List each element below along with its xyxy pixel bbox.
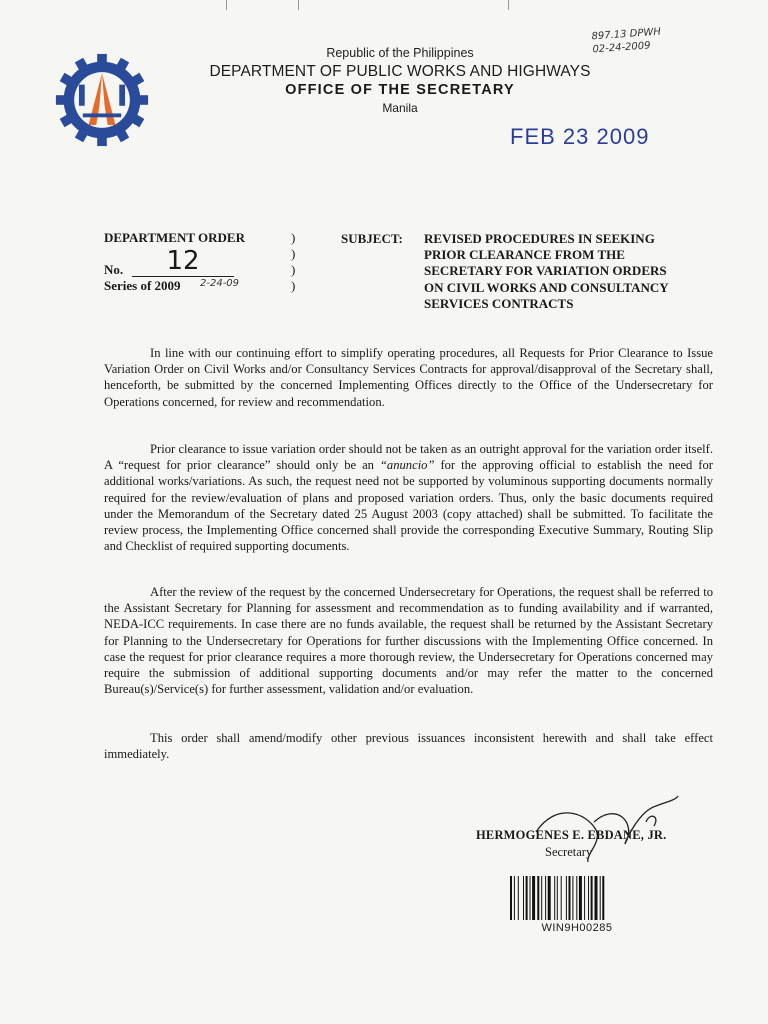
scan-mark: [508, 0, 509, 10]
handwritten-reference: [591, 26, 662, 57]
handwritten-ref-line2: 02-24-2009: [592, 40, 651, 56]
handwritten-ref-line1: 897.13 DPWH: [591, 26, 662, 43]
order-no-label: No.: [104, 262, 124, 277]
p2-italic-term: “anuncio”: [379, 458, 435, 473]
subject-line: SERVICES CONTRACTS: [424, 295, 574, 311]
signatory-title: Secretary: [545, 845, 593, 859]
barcode-icon: [510, 876, 644, 920]
barcode-bar: [518, 876, 519, 920]
order-block: DEPARTMENT ORDER ) ) No. 12 ) Series of 2009 2-24-09 ): [104, 230, 296, 293]
barcode-bar: [591, 876, 593, 920]
barcode-bar: [554, 876, 555, 920]
barcode-bar: [561, 876, 562, 920]
barcode-bar: [523, 876, 524, 920]
department-name: DEPARTMENT OF PUBLIC WORKS AND HIGHWAYS: [209, 63, 591, 80]
barcode-bar: [545, 876, 546, 920]
order-label: DEPARTMENT ORDER: [104, 230, 245, 245]
body-paragraph-1: In line with our continuing effort to simplify operating procedures, all Requests for Prior Clearance to Issue Variation Order on Civil Works and/or Consultancy Services Contracts for approval/disapproval of the Secretary shall, henceforth, be submitted by the concerned Implementing Offices directly to the Office of the Undersecretary for Operations concerned, for review and recommendation.: [104, 346, 713, 409]
barcode-bar: [566, 876, 567, 920]
body-paragraph-4: This order shall amend/modify other previous issuances inconsistent herewith and shall take effect immediately.: [104, 731, 713, 762]
scan-mark: [298, 0, 299, 10]
order-number: 12: [132, 246, 234, 277]
barcode-bar: [576, 876, 577, 920]
barcode-bar: [510, 876, 512, 920]
subject-text: [424, 231, 724, 312]
barcode-bar: [569, 876, 571, 920]
p2-text-after: for the approving official to establish the need for additional works/variations. As such, the request need not be supported by voluminous supporting documents normally required for the review/evaluation of plans and proposed variation orders. Thus, only the basic documents required under the Memorandum of the Secretary dated 25 August 2003 (copy attached) shall be submitted. To facilitate the review process, the Implementing Office concerned shall provide the corresponding Executive Summary, Routing Slip and Checklist of required supporting documents.: [104, 458, 713, 554]
subject-line: SECRETARY FOR VARIATION ORDERS: [424, 263, 667, 279]
barcode-bar: [526, 876, 528, 920]
date-stamp: FEB 23 2009: [510, 124, 650, 149]
scan-mark: [226, 0, 227, 10]
barcode-bar: [600, 876, 601, 920]
barcode-bar: [514, 876, 515, 920]
dpwh-seal-icon: [54, 52, 150, 148]
office-name: OFFICE OF THE SECRETARY: [285, 82, 515, 98]
body-paragraph-3: After the review of the request by the concerned Undersecretary for Operations, the request shall be referred to the Assistant Secretary for Planning for assessment and recommendation as to funding availability and if warranted, NEDA-ICC requirements. In case there are no funds available, the request shall be returned by the Assistant Secretary for Planning to the Undersecretary for Operations for further discussions with the Implementing Office concerned. In case the request for prior clearance requires a more thorough review, the Undersecretary for Operations concerned may require the submission of additional supporting documents and/or may refer the matter to the concerned Bureau(s)/Service(s) for further assessment, validation and/or evaluation.: [104, 585, 713, 697]
barcode-bar: [530, 876, 531, 920]
subject-line: PRIOR CLEARANCE FROM THE: [424, 247, 625, 263]
series-label: Series of 2009: [104, 278, 181, 293]
series-handwritten-date: 2-24-09: [200, 278, 240, 289]
barcode-bar: [537, 876, 539, 920]
subject-line: ON CIVIL WORKS AND CONSULTANCY: [424, 279, 669, 295]
barcode-bar: [584, 876, 585, 920]
barcode-bar: [548, 876, 551, 920]
subject-line: REVISED PROCEDURES IN SEEKING: [424, 231, 655, 246]
republic-line: Republic of the Philippines: [326, 46, 474, 60]
subject-label: SUBJECT:: [341, 231, 403, 246]
barcode-bar: [557, 876, 558, 920]
body-paragraph-2: [104, 441, 713, 554]
barcode-bar: [595, 876, 598, 920]
barcode-bar: [588, 876, 589, 920]
barcode-bar: [572, 876, 573, 920]
barcode-bar: [602, 876, 604, 920]
barcode-bar: [541, 876, 542, 920]
signatory-name: HERMOGENES E. EBDANE, JR.: [476, 828, 667, 842]
city: Manila: [382, 101, 418, 115]
barcode-code: WIN9H00285: [541, 922, 613, 934]
barcode-bar: [579, 876, 582, 920]
p2-text-before: Prior clearance to issue variation order should not be taken as an outright approval for the variation order itself. A “request for prior clearance” should only be an: [104, 442, 713, 473]
barcode-bar: [532, 876, 535, 920]
